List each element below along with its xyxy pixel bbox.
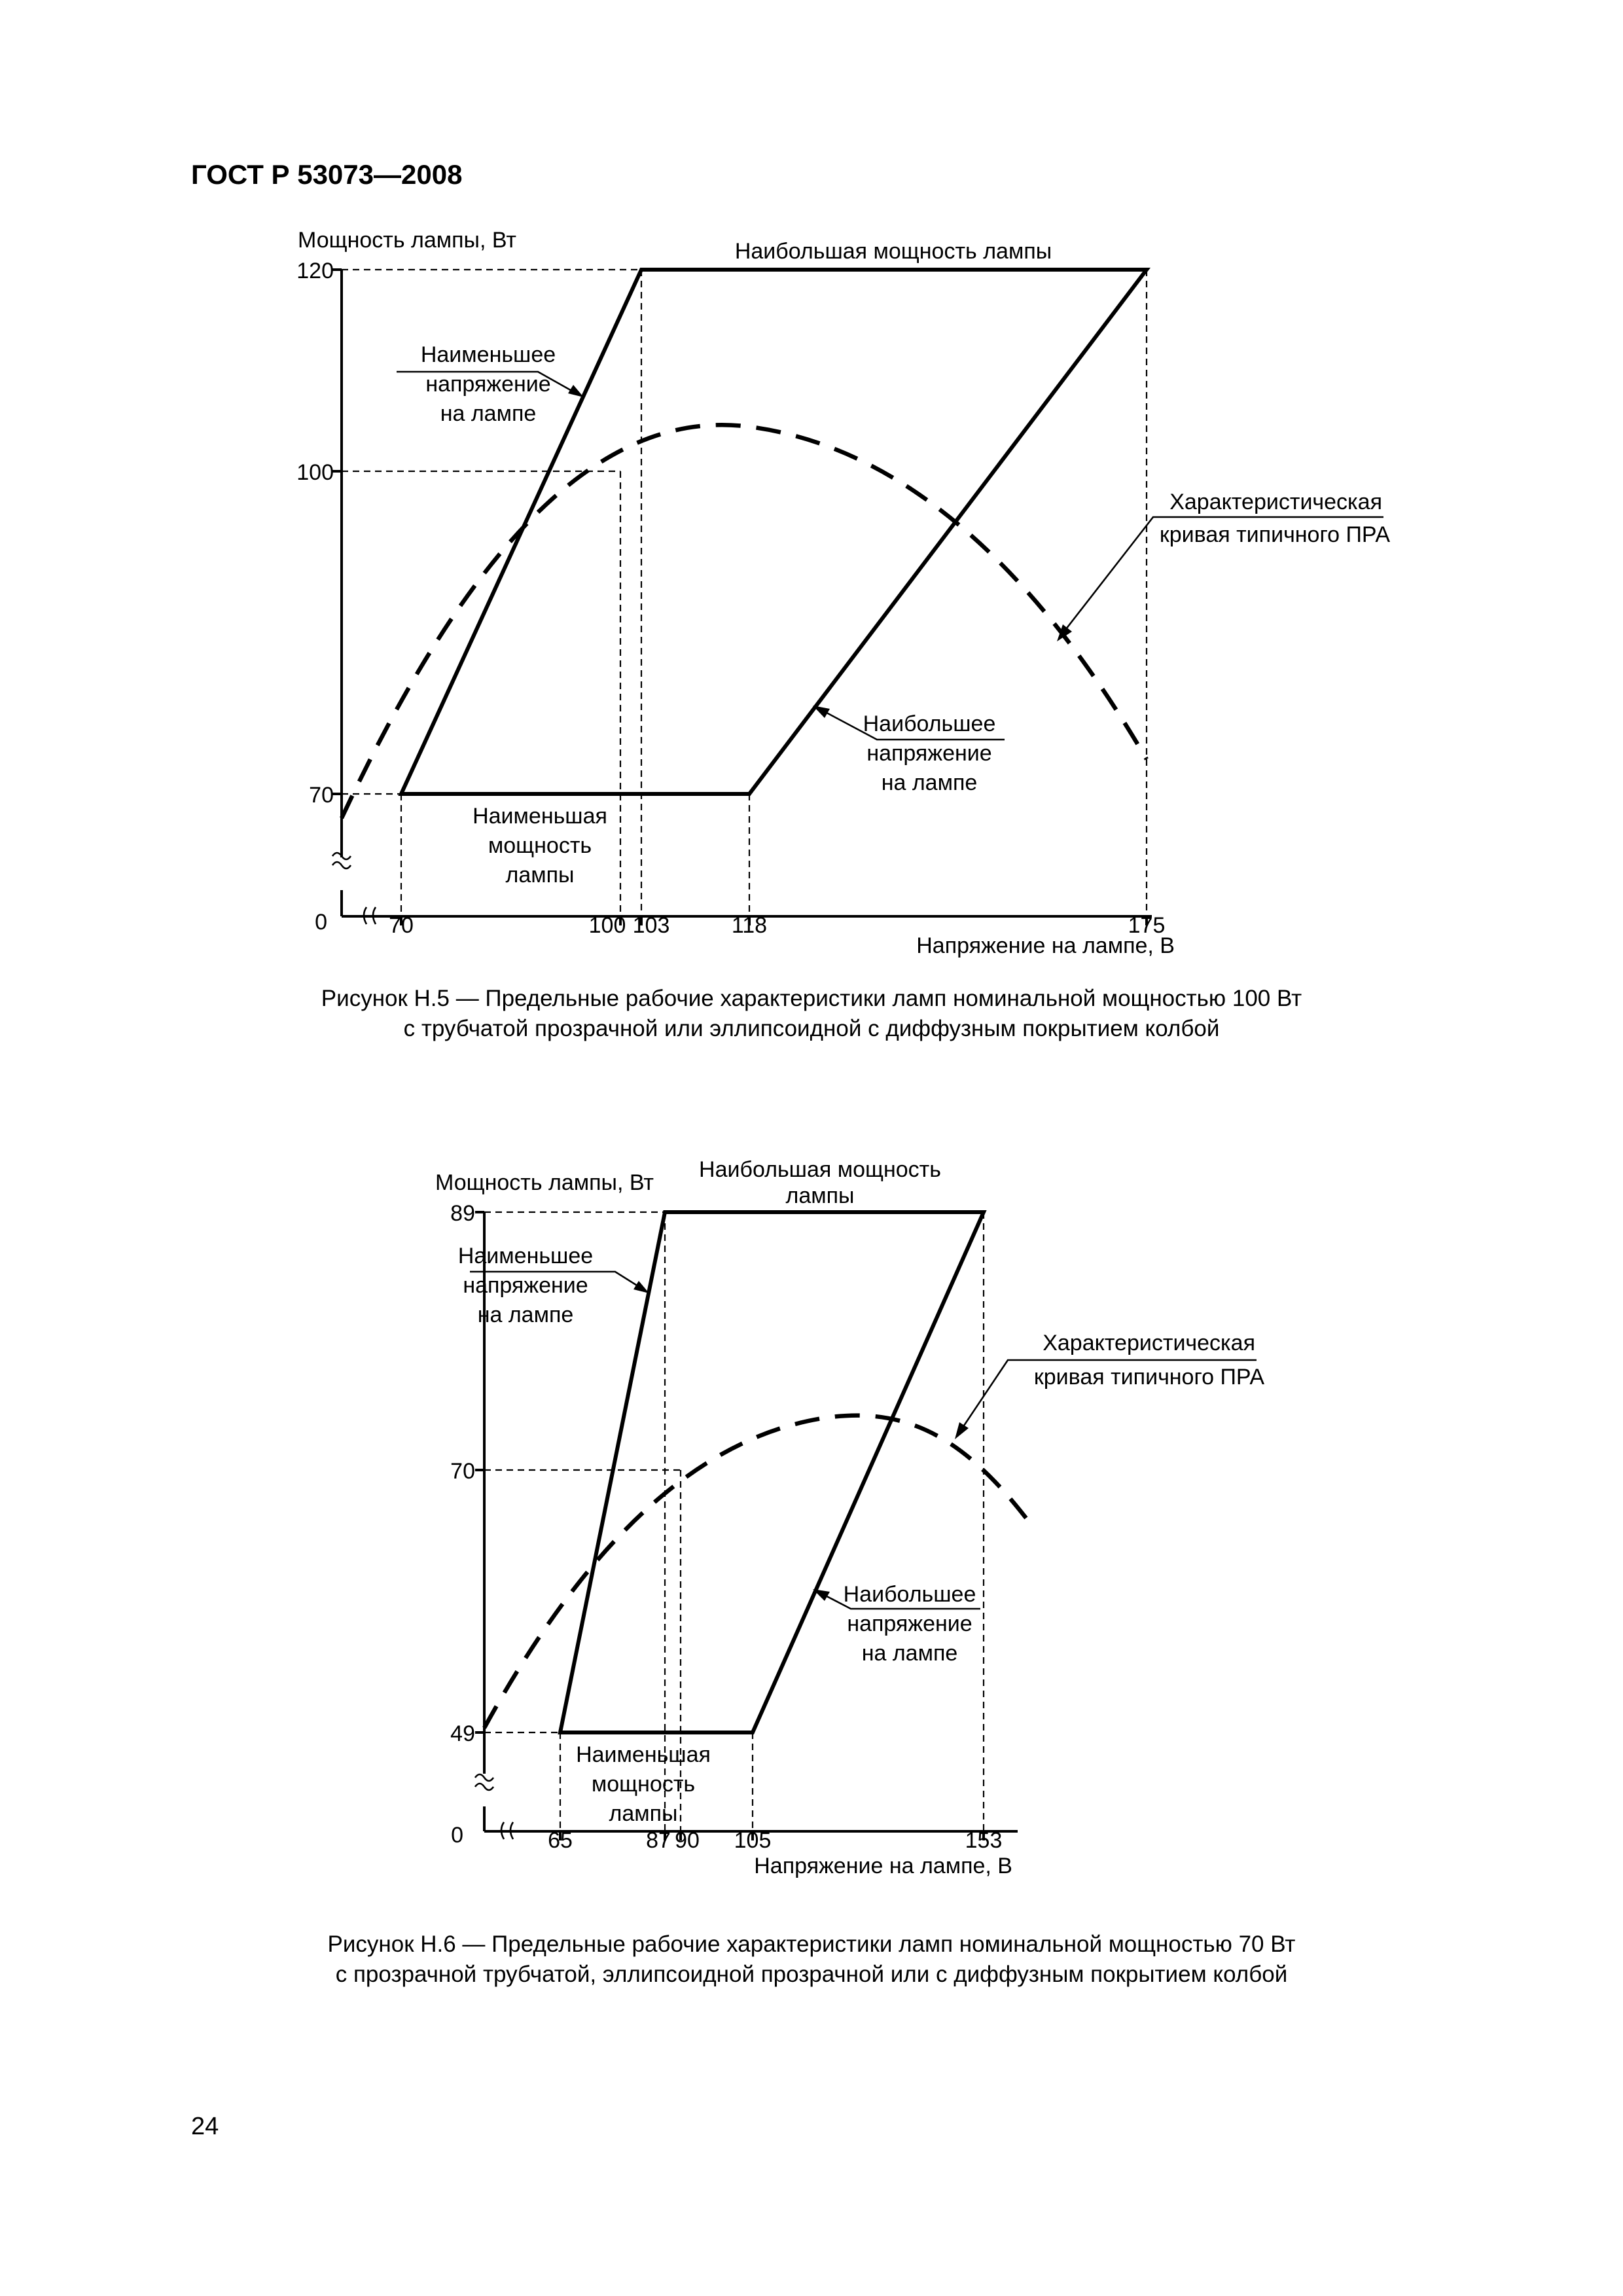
figure-caption-h6 (0, 1929, 1623, 1990)
x-tick-100: 100 (588, 913, 626, 938)
axis-break-y (475, 1774, 493, 1781)
x-tick-87: 87 (646, 1828, 671, 1853)
label-max-power (699, 1157, 941, 1208)
svg-text:на лампе: на лампе (861, 1641, 958, 1666)
x-tick-70: 70 (389, 913, 414, 938)
label-ballast-curve (1057, 490, 1390, 641)
svg-text:Характеристическая: Характеристическая (1043, 1331, 1255, 1355)
x-axis-label: Напряжение на лампе, В (754, 1854, 1012, 1878)
origin-zero: 0 (315, 910, 327, 935)
svg-text:Наибольшее: Наибольшее (863, 711, 996, 736)
ballast-curve-h5 (342, 425, 1147, 818)
caption-line: Рисунок Н.6 — Предельные рабочие характеристики ламп номинальной мощностью 70 Вт (327, 1931, 1296, 1957)
y-tick-120: 120 (296, 259, 334, 283)
y-axis-label: Мощность лампы, Вт (435, 1170, 654, 1195)
caption-line: с прозрачной трубчатой, эллипсоидной прозрачной или с диффузным покрытием колбой (335, 1962, 1288, 1987)
svg-text:кривая типичного ПРА: кривая типичного ПРА (1159, 522, 1390, 547)
svg-text:мощность: мощность (488, 833, 592, 858)
label-max-voltage (813, 1582, 980, 1666)
svg-text:Наименьшая: Наименьшая (576, 1742, 711, 1767)
label-min-voltage (397, 342, 584, 426)
label-min-voltage (458, 1244, 649, 1327)
x-axis-label: Напряжение на лампе, В (916, 933, 1175, 958)
label-min-power (576, 1742, 711, 1826)
y-tick-70: 70 (309, 783, 334, 808)
label-max-voltage (813, 706, 1005, 795)
label-ballast-curve (955, 1331, 1264, 1439)
caption-line: с трубчатой прозрачной или эллипсоидной с диффузным покрытием колбой (403, 1016, 1220, 1041)
document-header: ГОСТ Р 53073—2008 (191, 159, 463, 190)
svg-text:мощность: мощность (591, 1772, 696, 1797)
svg-text:Наибольшая мощность: Наибольшая мощность (699, 1157, 941, 1182)
svg-text:на лампе: на лампе (881, 770, 978, 795)
origin-zero: 0 (451, 1823, 463, 1848)
x-tick-103: 103 (632, 913, 670, 938)
svg-text:Наименьшее: Наименьшее (420, 342, 556, 367)
figure-h5 (296, 228, 1390, 958)
svg-text:лампы: лампы (785, 1183, 855, 1208)
svg-text:Наименьшая: Наименьшая (473, 804, 607, 829)
svg-text:напряжение: напряжение (847, 1611, 972, 1636)
y-tick-100: 100 (296, 460, 334, 485)
x-tick-175: 175 (1128, 913, 1166, 938)
y-tick-89: 89 (450, 1201, 475, 1226)
svg-text:лампы: лампы (609, 1801, 678, 1826)
x-tick-65: 65 (548, 1828, 573, 1853)
figure-caption-h5 (0, 984, 1623, 1044)
svg-text:Наибольшее: Наибольшее (843, 1582, 976, 1607)
y-axis-label: Мощность лампы, Вт (298, 228, 516, 253)
caption-line: Рисунок Н.5 — Предельные рабочие характеристики ламп номинальной мощностью 100 Вт (321, 986, 1302, 1011)
label-min-power (473, 804, 607, 888)
y-tick-49: 49 (450, 1721, 475, 1746)
x-tick-153: 153 (965, 1828, 1003, 1853)
svg-text:на лампе: на лампе (440, 401, 537, 426)
y-tick-70: 70 (450, 1459, 475, 1484)
svg-text:напряжение: напряжение (463, 1273, 588, 1298)
label-max-power: Наибольшая мощность лампы (734, 239, 1052, 264)
svg-text:кривая типичного ПРА: кривая типичного ПРА (1033, 1365, 1264, 1390)
svg-text:Характеристическая: Характеристическая (1169, 490, 1382, 514)
svg-text:напряжение: напряжение (425, 372, 551, 397)
x-tick-118: 118 (731, 913, 768, 938)
figure-h6 (435, 1157, 1264, 1878)
ballast-curve-h6 (484, 1416, 1031, 1728)
svg-text:на лампе: на лампе (477, 1302, 574, 1327)
x-tick-90: 90 (675, 1828, 700, 1853)
svg-text:Наименьшее: Наименьшее (457, 1244, 594, 1268)
page-number: 24 (191, 2113, 219, 2140)
svg-text:напряжение: напряжение (866, 741, 992, 766)
x-tick-105: 105 (734, 1828, 772, 1853)
svg-text:лампы: лампы (505, 863, 575, 888)
